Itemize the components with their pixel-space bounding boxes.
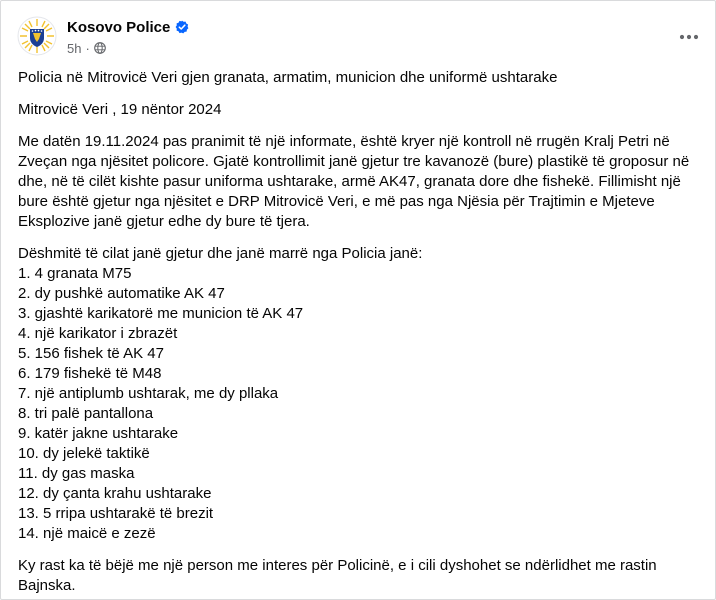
post-timestamp[interactable]: 5h xyxy=(67,40,82,56)
verified-badge-icon xyxy=(175,20,189,34)
avatar[interactable] xyxy=(17,16,57,56)
post-dateline: Mitrovicë Veri , 19 nëntor 2024 xyxy=(18,101,222,118)
list-item: 8. tri palë pantallona xyxy=(18,405,154,422)
post-header xyxy=(17,16,699,64)
evidence-list-intro: Dëshmitë të cilat janë gjetur dhe janë marrë nga Policia janë: xyxy=(18,245,423,262)
more-options-button[interactable] xyxy=(671,18,707,54)
more-options-icon xyxy=(679,27,699,45)
globe-icon[interactable] xyxy=(94,42,106,54)
post-meta xyxy=(67,39,189,57)
list-item: 6. 179 fishekë të M48 xyxy=(18,365,162,382)
list-item: 7. një antiplumb ushtarak, me dy pllaka xyxy=(18,385,279,402)
post-paragraph: Me datën 19.11.2024 pas pranimit të një informate, është kryer një kontroll në rrugën Kralj Petri në Zveçan nga njësitet policore. Gjatë kontrollimit janë gjetur tre kavanozë (bure) plastikë të groposur në dhe, në të cilët kishte pasur uniforma ushtarake, armë AK47, granata dore dhe fishekë. Fillimisht një bure është gjetur nga njësitet e DRP Mitrovicë Veri, e më pas nga Njësia për Trajtimin e Mjeteve Eksplozive janë gjetur edhe dy bure të tjera. xyxy=(18,133,690,230)
list-item: 4. një karikator i zbrazët xyxy=(18,325,178,342)
list-item: 12. dy çanta krahu ushtarake xyxy=(18,485,212,502)
post-content xyxy=(18,68,698,600)
list-item: 9. katër jakne ushtarake xyxy=(18,425,179,442)
list-item: 11. dy gas maska xyxy=(18,465,135,482)
list-item: 14. një maicë e zezë xyxy=(18,525,156,542)
list-item: 13. 5 rripa ushtarakë të brezit xyxy=(18,505,214,522)
list-item: 1. 4 granata M75 xyxy=(18,265,132,282)
author-line xyxy=(67,16,189,38)
list-item: 5. 156 fishek të AK 47 xyxy=(18,345,164,362)
author-block xyxy=(67,16,189,57)
evidence-list xyxy=(18,264,698,544)
post-title: Policia në Mitrovicë Veri gjen granata, armatim, municion dhe uniformë ushtarake xyxy=(18,69,558,86)
list-item: 10. dy jelekë taktikë xyxy=(18,445,150,462)
meta-separator: · xyxy=(85,40,90,56)
list-item: 2. dy pushkë automatike AK 47 xyxy=(18,285,225,302)
post-closing: Ky rast ka të bëjë me një person me interes për Policinë, e i cili dyshohet se ndërlidhet me rastin Bajnska. xyxy=(18,557,657,594)
list-item: 3. gjashtë karikatorë me municion të AK 47 xyxy=(18,305,304,322)
author-name[interactable]: Kosovo Police xyxy=(67,18,171,36)
